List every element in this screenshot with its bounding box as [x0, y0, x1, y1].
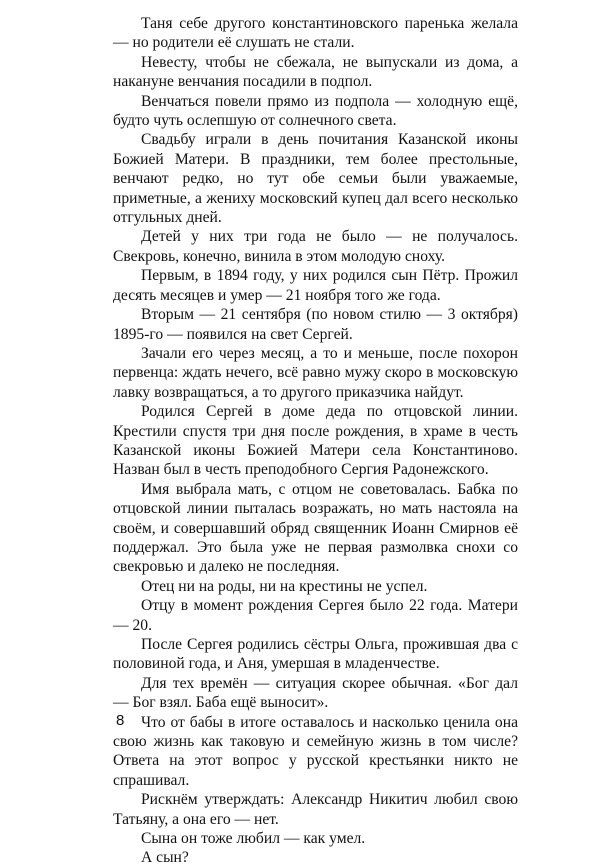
paragraph: Для тех времён — ситуация скорее обычная. «Бог дал — Бог взял. Баба ещё выносит».: [113, 674, 518, 712]
paragraph: Таня себе другого константиновского паренька желала — но родители её слушать не стали.: [113, 15, 518, 52]
paragraph: Отец ни на роды, ни на крестины не успел.: [141, 577, 428, 595]
paragraph: Что от бабы в итоге оставалось и насколько ценила она свою жизнь как таковую и семейную жизнь в том числе? Ответа на этот вопрос у русской крестьянки никто не спрашивал.: [113, 713, 518, 789]
paragraph: Детей у них три года не было — не получалось. Свекровь, конечно, винила в этом молодую сноху.: [113, 228, 518, 265]
paragraph: Отцу в момент рождения Сергея было 22 года. Матери — 20.: [113, 597, 518, 634]
paragraph: Рискнём утверждать: Александр Никитич любил свою Татьяну, а она его — нет.: [113, 791, 518, 828]
paragraph: Сына он тоже любил — как умел.: [141, 830, 366, 848]
page-number: 8: [116, 712, 125, 729]
body-text: [113, 14, 518, 868]
paragraph: Вторым — 21 сентября (по новом стилю — 3 октября) 1895-го — появился на свет Сергей.: [113, 306, 518, 343]
paragraph: Родился Сергей в доме деда по отцовской линии. Крестили спустя три дня после рождения, в храме в честь Казанской иконы Божией Матери села Константиново. Назван был в честь преподобного Сергия Радонежского.: [113, 403, 518, 479]
paragraph: Невесту, чтобы не сбежала, не выпускали из дома, а накануне венчания посадили в подпол.: [113, 53, 518, 91]
paragraph: Первым, в 1894 году, у них родился сын Пётр. Прожил десять месяцев и умер — 21 ноября того же года.: [113, 267, 518, 304]
paragraph: А сын?: [141, 849, 189, 867]
paragraph: После Сергея родились сёстры Ольга, прожившая два с половиной года, и Аня, умершая в младенчестве.: [113, 636, 518, 673]
paragraph: Венчаться повели прямо из подпола — холодную ещё, будто чуть ослепшую от солнечного света.: [113, 92, 518, 130]
paragraph: Зачали его через месяц, а то и меньше, после похорон первенца: ждать нечего, всё равно мужу скоро в московскую лавку возвращаться, а то другого приказчика найдут.: [113, 344, 518, 401]
paragraph: Имя выбрала мать, с отцом не советовалась. Бабка по отцовской линии пыталась возражать, но мать настояла на своём, и совершавший обряд священник Иоанн Смирнов её поддержал. Это была уже не первая размолвка снохи со свекровью и далеко не последняя.: [113, 480, 518, 576]
paragraph: Свадьбу играли в день почитания Казанской иконы Божией Матери. В праздники, тем более престольные, венчают редко, но тут обе семьи были уважаемые, приметные, а жениху московский купец дал всего несколько отгульных дней.: [113, 131, 518, 227]
